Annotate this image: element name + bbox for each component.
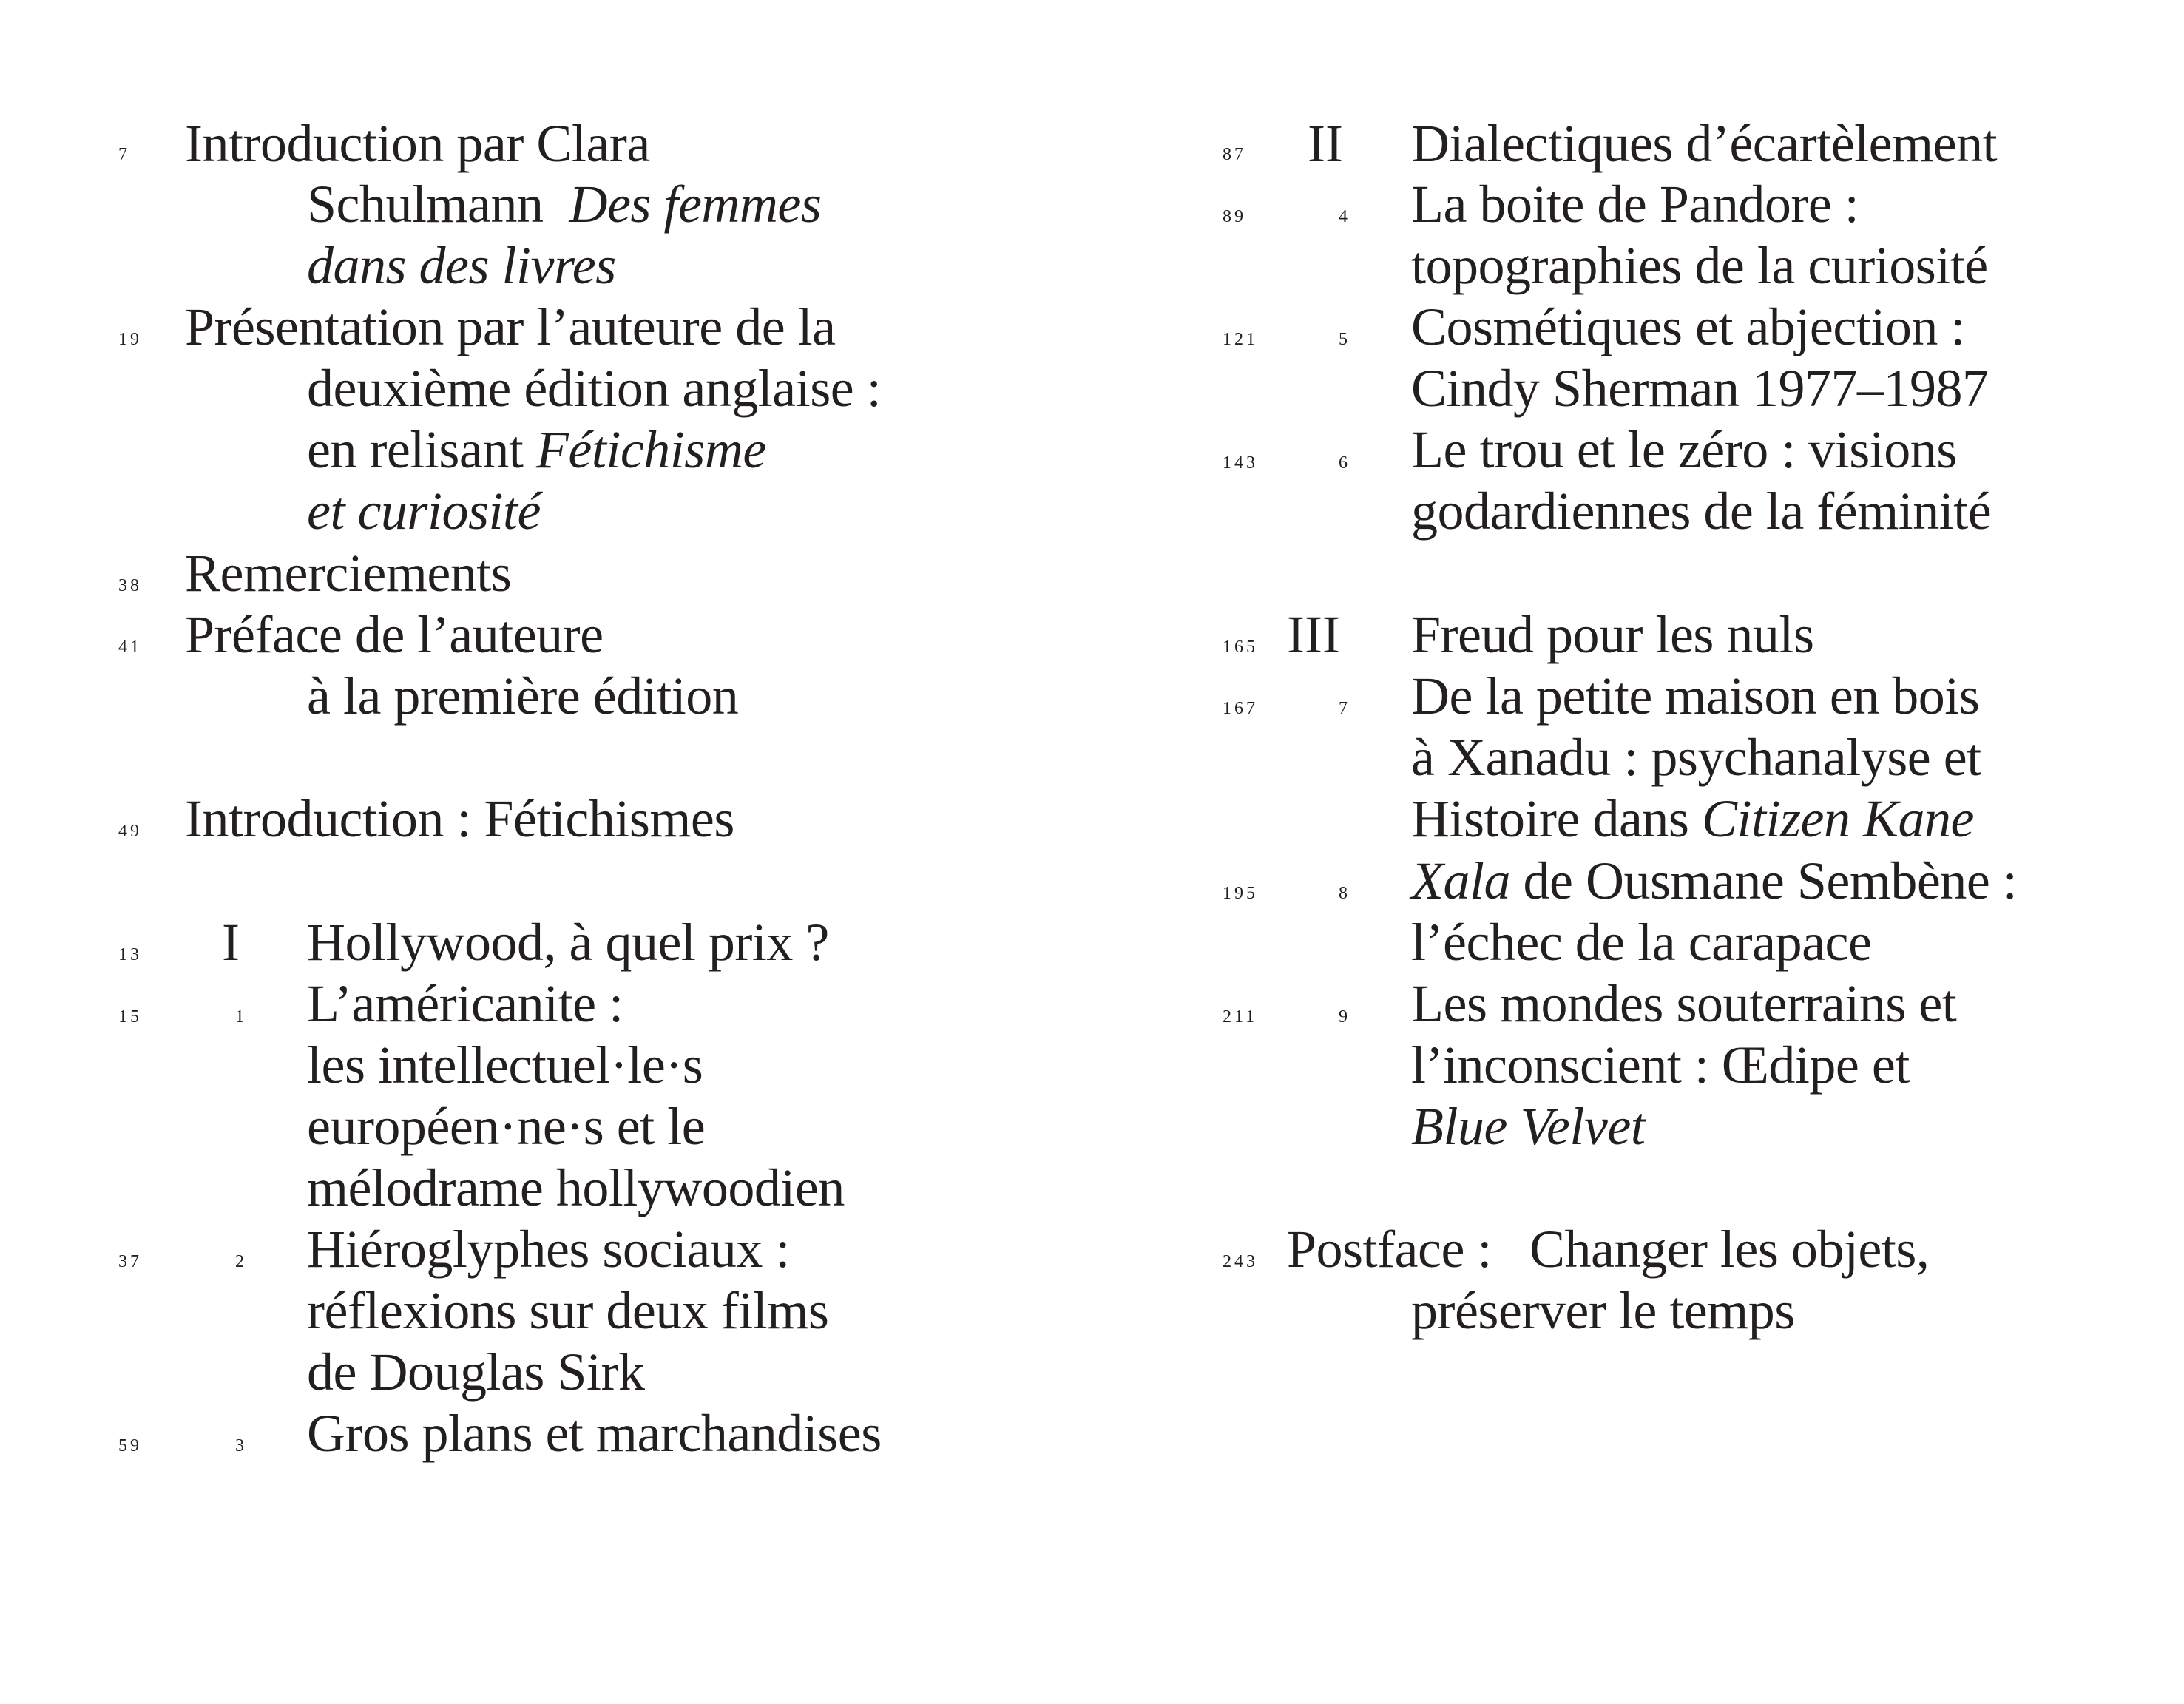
entry-title-line: Schulmann Des femmes (307, 175, 822, 234)
page-number: 15 (118, 1007, 142, 1027)
part-numeral: I (222, 913, 240, 972)
chapter-number: 3 (235, 1436, 244, 1456)
entry-title-line: réflexions sur deux films (307, 1281, 829, 1340)
page-number: 49 (118, 822, 142, 841)
part-title: Freud pour les nuls (1411, 605, 1814, 664)
entry-title-line: mélodrame hollywoodien (307, 1158, 845, 1217)
page-number: 19 (118, 330, 142, 349)
entry-title-line: godardiennes de la féminité (1411, 481, 1992, 541)
chapter-number: 4 (1339, 207, 1348, 226)
postface-label: Postface : (1287, 1220, 1492, 1279)
entry-title: Hiéroglyphes sociaux : (307, 1220, 790, 1279)
page-number: 211 (1223, 1007, 1258, 1027)
entry-title: Introduction par Clara (185, 114, 650, 173)
entry-title-line: Blue Velvet (1411, 1097, 1646, 1156)
entry-title-line: préserver le temps (1411, 1281, 1795, 1340)
page-number: 195 (1223, 884, 1258, 903)
entry-title-line: de Douglas Sirk (307, 1342, 645, 1402)
entry-title: Préface de l’auteure (185, 605, 604, 664)
page-number: 167 (1223, 699, 1258, 718)
entry-title: Xala de Ousmane Sembène : (1411, 851, 2018, 910)
page-number: 59 (118, 1436, 142, 1456)
entry-title-line: et curiosité (307, 481, 541, 541)
page-number: 243 (1223, 1252, 1258, 1271)
entry-title-line: l’inconscient : Œdipe et (1411, 1035, 1910, 1095)
chapter-number: 9 (1339, 1007, 1348, 1027)
page-number: 41 (118, 638, 142, 657)
page-number: 121 (1223, 330, 1258, 349)
entry-title-line: l’échec de la carapace (1411, 913, 1872, 972)
entry-title: Cosmétiques et abjection : (1411, 297, 1965, 356)
entry-title: De la petite maison en bois (1411, 666, 1980, 726)
part-title: Hollywood, à quel prix ? (307, 913, 829, 972)
page-number: 165 (1223, 638, 1258, 657)
chapter-number: 2 (235, 1252, 244, 1271)
part-title: Dialectiques d’écartèlement (1411, 114, 1998, 173)
entry-title: Le trou et le zéro : visions (1411, 420, 1957, 479)
entry-title: Introduction : Fétichismes (185, 789, 734, 848)
entry-title: Remerciements (185, 544, 512, 603)
entry-title-line: à la première édition (307, 666, 739, 726)
entry-title: La boite de Pandore : (1411, 175, 1859, 234)
entry-title: Présentation par l’auteure de la (185, 297, 836, 356)
page-number: 87 (1223, 145, 1246, 164)
chapter-number: 7 (1339, 699, 1348, 718)
part-numeral: II (1308, 114, 1343, 173)
part-numeral: III (1287, 605, 1340, 664)
entry-title: L’américanite : (307, 974, 623, 1033)
chapter-number: 8 (1339, 884, 1348, 903)
entry-title-line: dans des livres (307, 236, 616, 295)
entry-title: Changer les objets, (1529, 1220, 1930, 1279)
chapter-number: 1 (235, 1007, 244, 1027)
entry-title-line: les intellectuel·le·s (307, 1035, 703, 1095)
entry-title-line: Histoire dans Citizen Kane (1411, 789, 1974, 848)
entry-title-line: topographies de la curiosité (1411, 236, 1988, 295)
page-number: 38 (118, 576, 142, 595)
page-number: 7 (118, 145, 130, 164)
entry-title-line: Cindy Sherman 1977–1987 (1411, 359, 1989, 418)
page-number: 13 (118, 945, 142, 964)
entry-title-line: deuxième édition anglaise : (307, 359, 882, 418)
chapter-number: 5 (1339, 330, 1348, 349)
entry-title-line: européen·ne·s et le (307, 1097, 706, 1156)
page-number: 37 (118, 1252, 142, 1271)
chapter-number: 6 (1339, 453, 1348, 473)
entry-title: Les mondes souterrains et (1411, 974, 1957, 1033)
entry-title-line: en relisant Fétichisme (307, 420, 766, 479)
entry-title-line: à Xanadu : psychanalyse et (1411, 728, 1981, 787)
entry-title: Gros plans et marchandises (307, 1404, 882, 1463)
page-number: 89 (1223, 207, 1246, 226)
page-number: 143 (1223, 453, 1258, 473)
